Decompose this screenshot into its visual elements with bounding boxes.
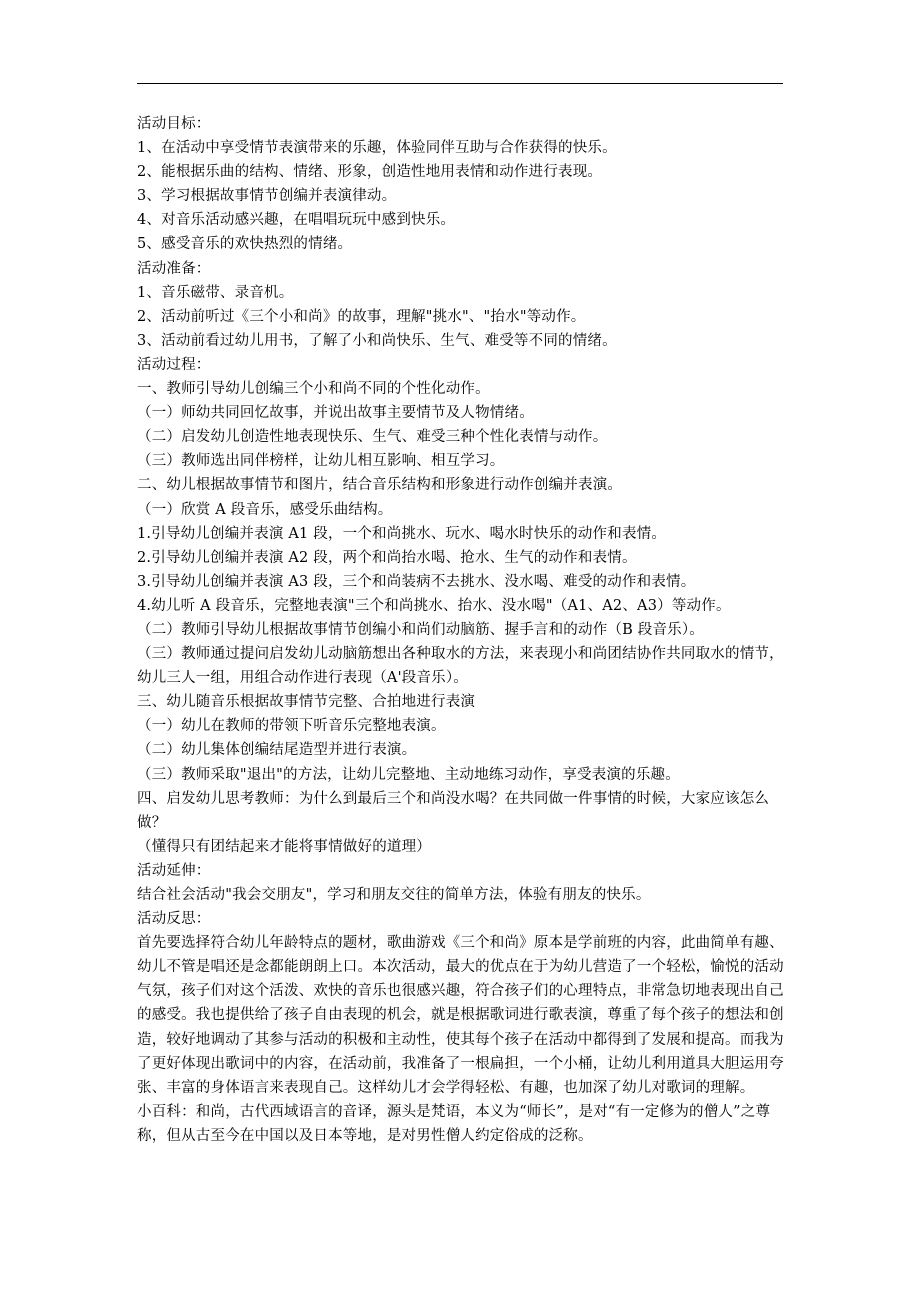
process-substep: （二）幼儿集体创编结尾造型并进行表演。 (137, 742, 417, 759)
process-substep: （三）教师选出同伴榜样，让幼儿相互影响、相互学习。 (137, 453, 505, 470)
process-detail: 1.引导幼儿创编并表演 A1 段，一个和尚挑水、玩水、喝水时快乐的动作和表情。 (137, 525, 667, 542)
lesson-plan-document (137, 112, 785, 1148)
process-substep: （三）教师通过提问启发幼儿动脑筋想出各种取水的方法，来表现小和尚团结协作共同取水的情节，幼儿三人一组，用组合动作进行表现（A'段音乐）。 (137, 646, 784, 687)
goal-item: 4、对音乐活动感兴趣，在唱唱玩玩中感到快乐。 (137, 212, 456, 229)
process-step: 三、幼儿随音乐根据故事情节完整、合拍地进行表演 (137, 694, 476, 711)
prep-heading: 活动准备： (137, 260, 211, 277)
prep-item: 2、活动前听过《三个小和尚》的故事，理解"挑水"、"抬水"等动作。 (137, 308, 586, 325)
goals-heading: 活动目标： (137, 116, 211, 132)
goal-item: 5、感受音乐的欢快热烈的情绪。 (137, 236, 353, 253)
reflection-heading: 活动反思： (137, 911, 211, 928)
process-heading: 活动过程： (137, 356, 211, 373)
process-step: 四、启发幼儿思考教师：为什么到最后三个和尚没水喝？在共同做一件事情的时候，大家应该怎么做？ (137, 790, 770, 831)
process-step: 二、幼儿根据故事情节和图片，结合音乐结构和形象进行动作创编并表演。 (137, 477, 623, 494)
process-substep: （二）启发幼儿创造性地表现快乐、生气、难受三种个性化表情与动作。 (137, 429, 608, 446)
goal-item: 2、能根据乐曲的结构、情绪、形象，创造性地用表情和动作进行表现。 (137, 164, 603, 181)
process-note: （懂得只有团结起来才能将事情做好的道理） (137, 838, 431, 855)
process-substep: （一）师幼共同回忆故事，并说出故事主要情节及人物情绪。 (137, 405, 534, 422)
process-detail: 4.幼儿听 A 段音乐，完整地表演"三个和尚挑水、抬水、没水喝"（A1、A2、A3）等动作。 (137, 597, 731, 614)
process-substep: （二）教师引导幼儿根据故事情节创编小和尚们动脑筋、握手言和的动作（B 段音乐）。 (137, 621, 705, 638)
process-substep: （一）幼儿在教师的带领下听音乐完整地表演。 (137, 718, 446, 735)
process-substep: （三）教师采取"退出"的方法，让幼儿完整地、主动地练习动作，享受表演的乐趣。 (137, 766, 680, 783)
process-detail: 2.引导幼儿创编并表演 A2 段，两个和尚抬水喝、抢水、生气的动作和表情。 (137, 549, 637, 566)
extension-heading: 活动延伸： (137, 862, 211, 879)
prep-item: 3、活动前看过幼儿用书，了解了小和尚快乐、生气、难受等不同的情绪。 (137, 332, 617, 349)
prep-item: 1、音乐磁带、录音机。 (137, 284, 294, 301)
process-substep: （一）欣赏 A 段音乐，感受乐曲结构。 (137, 501, 393, 518)
header-divider (137, 83, 783, 84)
encyclopedia-note: 小百科：和尚，古代西域语言的音译，源头是梵语，本义为“师长”，是对“有一定修为的僧人”之尊称，但从古至今在中国以及日本等地，是对男性僧人约定俗成的泛称。 (137, 1103, 771, 1144)
process-detail: 3.引导幼儿创编并表演 A3 段，三个和尚装病不去挑水、没水喝、难受的动作和表情。 (137, 573, 696, 590)
goal-item: 1、在活动中享受情节表演带来的乐趣，体验同伴互助与合作获得的快乐。 (137, 140, 617, 157)
process-step: 一、教师引导幼儿创编三个小和尚不同的个性化动作。 (137, 381, 490, 398)
goal-item: 3、学习根据故事情节创编并表演律动。 (137, 188, 397, 205)
reflection-text: 首先要选择符合幼儿年龄特点的题材，歌曲游戏《三个和尚》原本是学前班的内容，此曲简单有趣、幼儿不管是唱还是念都能朗朗上口。本次活动，最大的优点在于为幼儿营造了一个轻松，愉悦的活动气氛，孩子们对这个活泼、欢快的音乐也很感兴趣，符合孩子们的心理特点，非常急切地表现出自己的感受。我也提供给了孩子自由表现的机会，就是根据歌词进行歌表演，尊重了每个孩子的想法和创造，较好地调动了其参与活动的积极和主动性，使其每个孩子在活动中都得到了发展和提高。而我为了更好体现出歌词中的内容，在活动前，我准备了一根扁担，一个小桶，让幼儿利用道具大胆运用夸张、丰富的身体语言来表现自己。这样幼儿才会学得轻松、有趣，也加深了幼儿对歌词的理解。 (137, 935, 784, 1096)
extension-text: 结合社会活动"我会交朋友"，学习和朋友交往的简单方法，体验有朋友的快乐。 (137, 887, 651, 903)
